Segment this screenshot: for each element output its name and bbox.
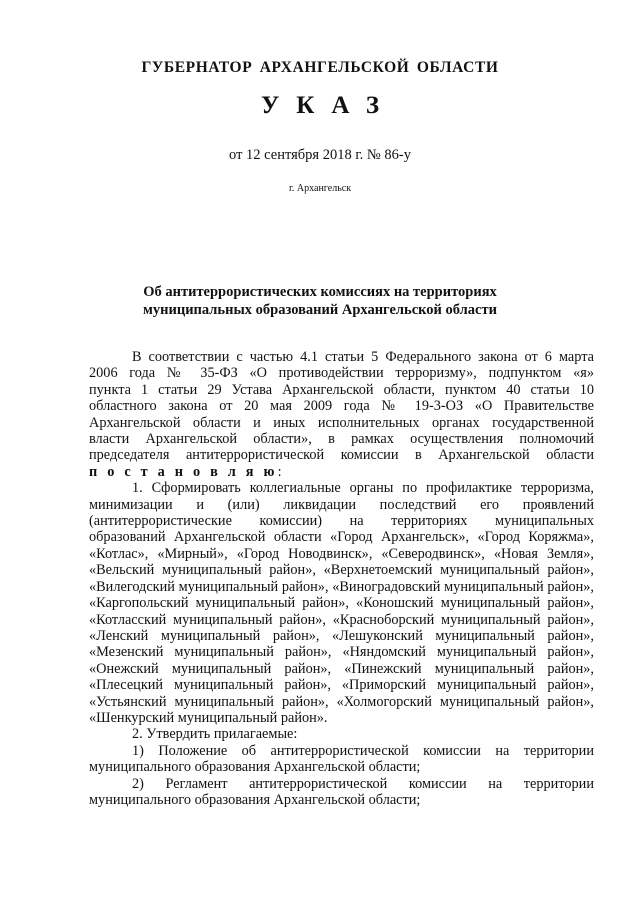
item-1-line: «Ленский муниципальный район», «Лешуконский муниципальный район», <box>89 627 594 644</box>
item-1-line: «Вельский муниципальный район», «Верхнетоемский муниципальный район», <box>89 562 594 579</box>
item-1-line: «Шенкурский муниципальный район». <box>89 709 328 726</box>
preamble-line: власти Архангельской области», в рамках осуществления полномочий <box>89 431 594 448</box>
item-2 <box>89 726 594 808</box>
decree-word: п о с т а н о в л я ю <box>89 463 278 480</box>
item-1-line: 1. Сформировать коллегиальные органы по профилактике терроризма, <box>132 480 594 497</box>
item-1-line: «Устьянский муниципальный район», «Холмогорский муниципальный район», <box>89 693 594 710</box>
item-2-sub2-line: 2) Регламент антитеррористической комиссии на территории <box>132 775 594 792</box>
preamble-line: Архангельской области и иных исполнительных органах государственной <box>89 414 594 431</box>
item-1-line: «Плесецкий муниципальный район», «Приморский муниципальный район», <box>89 677 594 694</box>
item-2-heading: 2. Утвердить прилагаемые: <box>132 726 298 743</box>
decree-word-line <box>89 464 594 480</box>
preamble-line: председателя антитеррористической комиссии в Архангельской области <box>89 447 594 464</box>
item-1-line: «Каргопольский муниципальный район», «Коношский муниципальный район», <box>89 595 594 612</box>
item-1-line: «Онежский муниципальный район», «Пинежский муниципальный район», <box>89 660 594 677</box>
decree-body <box>89 349 594 808</box>
item-1 <box>89 480 594 726</box>
decree-subject <box>0 283 640 319</box>
item-2-sub1-line: муниципального образования Архангельской области; <box>89 759 421 776</box>
date-and-number: от 12 сентября 2018 г. № 86-у <box>229 147 411 163</box>
preamble-line: В соответствии с частью 4.1 статьи 5 Федерального закона от 6 марта <box>132 349 594 365</box>
subject-line: муниципальных образований Архангельской области <box>143 302 497 318</box>
place-of-issue: г. Архангельск <box>288 183 352 194</box>
item-2-sub1-line: 1) Положение об антитеррористической комиссии на территории <box>132 742 594 759</box>
item-1-line: минимизации и (или) ликвидации последствий его проявлений <box>89 496 594 513</box>
preamble-line: областного закона от 20 мая 2009 года № 19-3-ОЗ «О Правительстве <box>89 398 594 415</box>
item-1-line: образований Архангельской области «Город Архангельск», «Город Коряжма», <box>89 529 594 546</box>
preamble-line: 2006 года № 35-ФЗ «О противодействии терроризму», подпунктом «я» <box>89 365 594 382</box>
preamble <box>89 349 594 480</box>
item-1-line: «Мезенский муниципальный район», «Няндомский муниципальный район», <box>89 644 594 661</box>
issuing-authority: ГУБЕРНАТОР АРХАНГЕЛЬСКОЙ ОБЛАСТИ <box>141 59 499 76</box>
document-type-title: УКАЗ <box>260 92 397 119</box>
preamble-line: пункта 1 статьи 29 Устава Архангельской области, пунктом 40 статьи 10 <box>89 381 594 398</box>
item-1-line: «Котлас», «Мирный», «Город Новодвинск», «Северодвинск», «Новая Земля», <box>89 545 594 562</box>
item-1-line: (антитеррористические комиссии) на территориях муниципальных <box>89 513 594 530</box>
item-1-line: «Котласский муниципальный район», «Красноборский муниципальный район», <box>89 611 594 628</box>
item-2-sub2-line: муниципального образования Архангельской области; <box>89 791 421 808</box>
decree-colon: : <box>277 463 282 480</box>
subject-line: Об антитеррористических комиссиях на территориях <box>143 284 497 300</box>
item-1-line: «Вилегодский муниципальный район», «Виноградовский муниципальный район», <box>89 578 594 595</box>
